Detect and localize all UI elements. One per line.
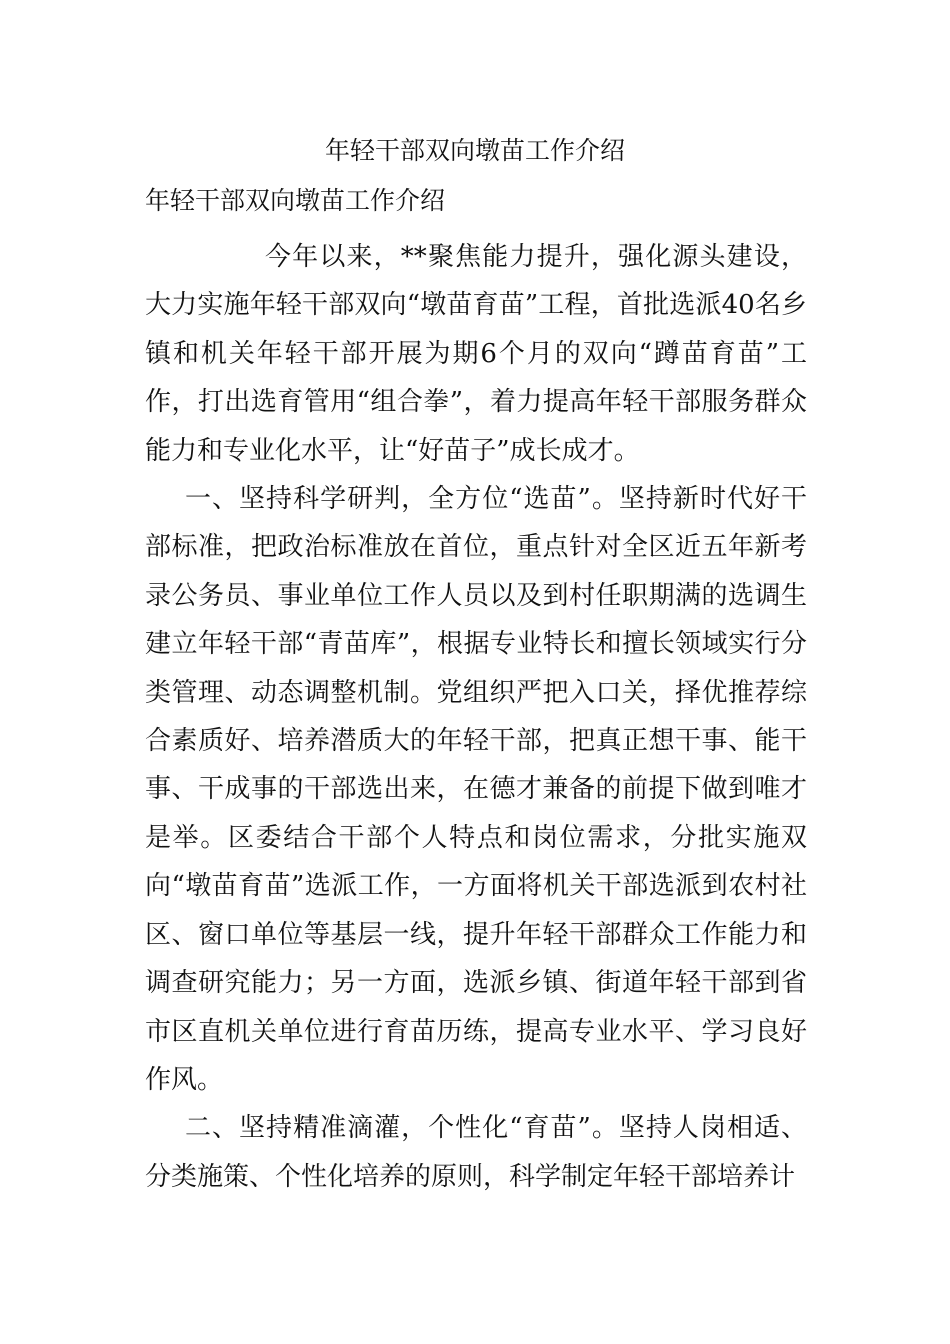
document-title: 年轻干部双向墩苗工作介绍 <box>324 136 625 165</box>
document-body <box>145 233 807 1201</box>
paragraph-intro: 今年以来，**聚焦能力提升，强化源头建设，大力实施年轻干部双向“墩苗育苗”工程，首批选派40名乡镇和机关年轻干部开展为期6个月的双向“蹲苗育苗”工作，打出选育管用“组合拳”，着力提高年轻干部服务群众能力和专业化水平，让“好苗子”成长成才。 <box>145 242 807 466</box>
paragraph-section-two: 二、坚持精准滴灌，个性化“育苗”。坚持人岗相适、分类施策、个性化培养的原则，科学制定年轻干部培养计 <box>145 1113 807 1192</box>
document-subtitle: 年轻干部双向墩苗工作介绍 <box>145 186 446 215</box>
paragraph-section-one: 一、坚持科学研判，全方位“选苗”。坚持新时代好干部标准，把政治标准放在首位，重点针对全区近五年新考录公务员、事业单位工作人员以及到村任职期满的选调生建立年轻干部“青苗库”，根据专业特长和擅长领域实行分类管理、动态调整机制。党组织严把入口关，择优推荐综合素质好、培养潜质大的年轻干部，把真正想干事、能干事、干成事的干部选出来，在德才兼备的前提下做到唯才是举。区委结合干部个人特点和岗位需求，分批实施双向“墩苗育苗”选派工作，一方面将机关干部选派到农村社区、窗口单位等基层一线，提升年轻干部群众工作能力和调查研究能力；另一方面，选派乡镇、街道年轻干部到省市区直机关单位进行育苗历练，提高专业水平、学习良好作风。 <box>145 484 807 1095</box>
